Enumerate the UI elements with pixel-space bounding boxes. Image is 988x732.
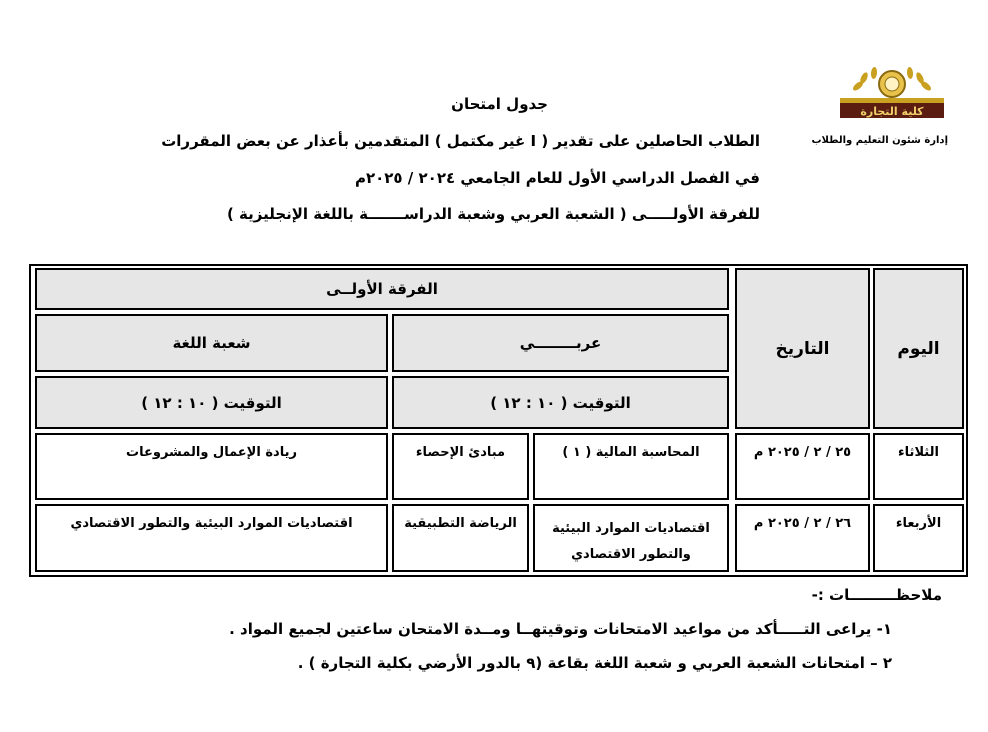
row-2-arabic-subject-2: الرياضة التطبيقية xyxy=(392,504,529,572)
note-2: ٢ – امتحانات الشعبة العربي و شعبة اللغة بقاعة (٩ بالدور الأرضي بكلية التجارة ) . xyxy=(297,654,892,672)
note-1: ١- يراعى التـــــأكد من مواعيد الامتحانات وتوقيتهــا ومــدة الامتحان ساعتين لجميع المواد . xyxy=(229,620,892,638)
level-header: الفرقة الأولــى xyxy=(35,268,729,310)
row-1-date: ٢٥ / ٢ / ٢٠٢٥ م xyxy=(735,433,870,500)
column-header-date: التاريخ xyxy=(735,268,870,429)
row-1-arabic-subject-2: مبادئ الإحصاء xyxy=(392,433,529,500)
branch-header-language: شعبة اللغة xyxy=(35,314,388,372)
row-2-day: الأربعاء xyxy=(873,504,964,572)
page-title: جدول امتحان xyxy=(451,95,548,113)
branch-header-arabic: عربــــــــي xyxy=(392,314,729,372)
row-2-arabic-subject-1: اقتصاديات الموارد البيئية والتطور الاقتصادي xyxy=(533,504,729,572)
row-2-language-subject: اقتصاديات الموارد البيئية والتطور الاقتصادي xyxy=(35,504,388,572)
column-header-day: اليوم xyxy=(873,268,964,429)
row-1-day: الثلاثاء xyxy=(873,433,964,500)
timing-language: التوقيت ( ١٠ : ١٢ ) xyxy=(35,376,388,429)
timing-arabic: التوقيت ( ١٠ : ١٢ ) xyxy=(392,376,729,429)
logo-text: كلية التجارة xyxy=(860,105,924,118)
notes-title: ملاحظـــــــــات :- xyxy=(811,586,942,604)
header-line-2: في الفصل الدراسي الأول للعام الجامعي ٢٠٢٤ / ٢٠٢٥م xyxy=(354,169,760,187)
department-name: إدارة شئون التعليم والطلاب xyxy=(811,135,948,146)
row-1-arabic-subject-1: المحاسبة المالية ( ١ ) xyxy=(533,433,729,500)
row-1-language-subject: ريادة الإعمال والمشروعات xyxy=(35,433,388,500)
header-line-1: الطلاب الحاصلين على تقدير ( I غير مكتمل ) المتقدمين بأعذار عن بعض المقررات xyxy=(161,132,760,150)
faculty-logo xyxy=(838,64,946,120)
header-line-3: للفرقة الأولـــــى ( الشعبة العربي وشعبة الدراســـــــة باللغة الإنجليزية ) xyxy=(226,205,760,223)
row-2-date: ٢٦ / ٢ / ٢٠٢٥ م xyxy=(735,504,870,572)
